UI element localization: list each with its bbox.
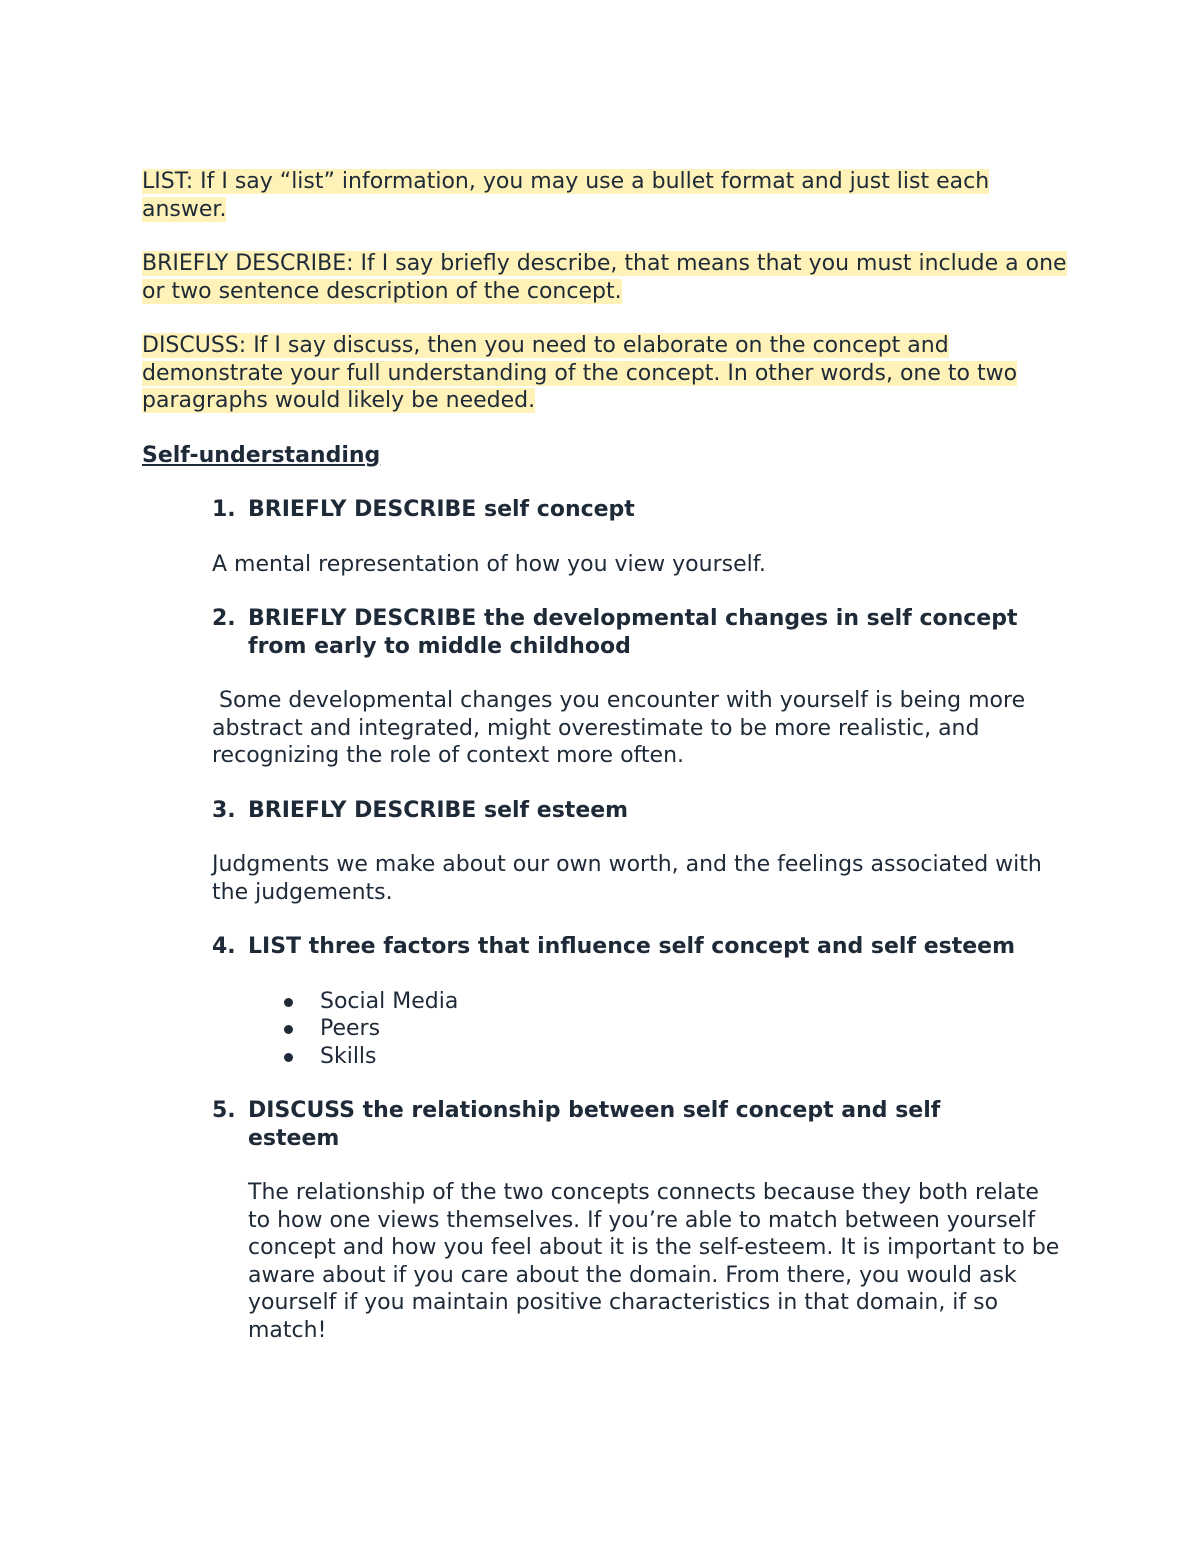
bullet-icon <box>284 998 293 1007</box>
question-number: 2. <box>212 606 236 631</box>
question-number: 1. <box>212 497 236 522</box>
question-text: BRIEFLY DESCRIBE self concept <box>248 497 635 522</box>
list-item-text: Peers <box>320 1016 381 1041</box>
instruction-briefly-describe <box>142 250 1072 305</box>
question-text: BRIEFLY DESCRIBE the developmental changes in self concept from early to middle childhood <box>248 606 1018 659</box>
question-text: DISCUSS the relationship between self concept and self esteem <box>248 1098 941 1151</box>
instruction-discuss-text: DISCUSS: If I say discuss, then you need to elaborate on the concept and demonstrate your full understanding of the concept. In other words, one to two paragraphs would likely be needed. <box>142 333 1018 413</box>
instruction-briefly-describe-text: BRIEFLY DESCRIBE: If I say briefly describe, that means that you must include a one or two sentence description of the concept. <box>142 251 1067 304</box>
question-number: 3. <box>212 797 236 823</box>
list-item-text: Skills <box>320 1043 377 1069</box>
section-title: Self-understanding <box>142 442 381 468</box>
bullet-icon <box>284 1025 293 1034</box>
instruction-discuss <box>142 332 1072 415</box>
list-item <box>284 988 1072 1016</box>
answer-5: The relationship of the two concepts connects because they both relate to how one views themselves. If you’re able to match between yourself concept and how you feel about it is the self-esteem. It is important to be aware about if you care about the domain. From there, you would ask yourself if you maintain positive characteristics in that domain, if so match! <box>248 1180 1060 1343</box>
answer-3: Judgments we make about our own worth, and the feelings associated with the judgements. <box>212 852 1042 905</box>
question-number: 5. <box>212 1098 236 1123</box>
question-1 <box>212 496 1072 524</box>
question-number: 4. <box>212 934 236 959</box>
question-text: LIST three factors that influence self concept and self esteem <box>248 934 1016 959</box>
list-item <box>284 1015 1072 1043</box>
factors-list <box>142 988 1072 1071</box>
list-item-text: Social Media <box>320 988 459 1014</box>
bullet-icon <box>284 1053 293 1062</box>
answer-1: A mental representation of how you view yourself. <box>212 551 766 577</box>
question-text: BRIEFLY DESCRIBE self esteem <box>248 797 629 823</box>
question-4 <box>212 933 1072 961</box>
list-item <box>284 1043 1072 1071</box>
question-5 <box>212 1097 1072 1152</box>
question-3 <box>212 797 1072 825</box>
question-2 <box>212 605 1072 660</box>
instruction-list-text: LIST: If I say “list” information, you may use a bullet format and just list each answer. <box>142 169 990 222</box>
instruction-list <box>142 168 1072 223</box>
document-page <box>142 168 1072 1371</box>
answer-2: Some developmental changes you encounter with yourself is being more abstract and integrated, might overestimate to be more realistic, and recognizing the role of context more often. <box>212 688 1033 768</box>
